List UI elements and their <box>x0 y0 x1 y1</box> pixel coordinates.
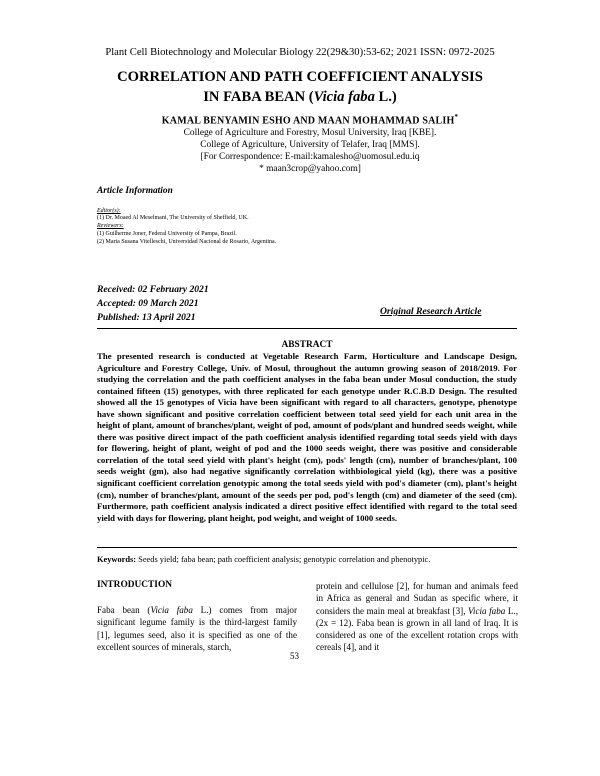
correspondence-email: [For Correspondence: E-mail:kamalesho@uomosul.edu.iq <box>200 152 420 162</box>
keywords-label: Keywords: <box>97 555 137 564</box>
intro-left-text-b: L.) comes from major significant legume family is the third-largest family [1], legumes seed, also it is specified as one of the excellent sources of minerals, starch, <box>97 605 297 652</box>
author-names-text: KAMAL BENYAMIN ESHO AND MAAN MOHAMMAD SALIH <box>161 115 455 127</box>
corresponding-mark: * <box>454 113 459 121</box>
reviewers-label: Reviewers: <box>97 223 124 229</box>
intro-right-species: Vicia faba <box>468 605 506 616</box>
title-text-end: L.) <box>374 89 397 105</box>
correspondence-email-2: * maan3crop@yahoo.com] <box>259 164 361 174</box>
author-names <box>150 113 470 126</box>
editor-1: (1) Dr. Moaed Al Meselmani, The University of Sheffield, UK. <box>97 215 249 221</box>
affiliation-2: College of Agriculture, University of Telafer, Iraq [MMS]. <box>200 140 420 150</box>
intro-right-text-a: protein and cellulose [2], for human and animals feed in Africa as general and Sudan as specific where, it considers the main meal at breakfast [3], <box>316 581 518 616</box>
abstract-body: The presented research is conducted at Vegetable Research Farm, Horticulture and Landscape Design, Agriculture and Forestry College, Univ. of Mosul, throughout the autumn growing season of 2018/2019. For studying the correlation and the path coefficient analyses in the faba bean under Mosul conduction, the study contained fifteen (15) genotypes, with three replicated for each genotype under R.C.B.D Design. The resulted showed all the 15 genotypes of Vicia have been significant with regard to all characters, genotype, phenotype have shown significant and positive correlation coefficient between total seed yield for each unit area in the height of plant, amount of branches/plant, weight of pod, amount of pods/plant and hundred seeds weight, while there was positive direct impact of the path coefficient analysis identified regarding total seeds yield with days for flowering, height of plant, weight of pod and the 1000 seeds weight, there was positive and considerable correlation of the total seed yield with plant's height (cm), pods' length (cm), number of branches/plant, 100 seeds weight (gm), also had negative significantly correlation withbiological yield (kg), there was a positive significant coefficient correlation genotypic among the total seeds yield with pod's diameter (cm), plant's height (cm), number of branches/plant, amount of the seeds per pod, pod's length (cm) and diameter of the seed (cm). Furthermore, path coefficient analysis indicated a direct positive effect identified with regard to the total seed yield with days for flowering, plant height, pod weight, and weight of 1000 seeds. <box>97 351 517 523</box>
affiliation-1: College of Agriculture and Forestry, Mosul University, Iraq [KBE]. <box>183 128 437 138</box>
accepted-date: Accepted: 09 March 2021 <box>97 298 199 309</box>
article-info-heading: Article Information <box>97 186 173 196</box>
intro-column-right <box>316 580 518 654</box>
intro-left-species: Vicia faba <box>150 605 193 615</box>
keywords-text: Seeds yield; faba bean; path coefficient analysis; genotypic correlation and phenotypic. <box>136 555 431 564</box>
header-divider <box>97 328 517 329</box>
article-type-label: Original Research Article <box>380 306 482 317</box>
received-date: Received: 02 February 2021 <box>97 284 209 295</box>
abstract-heading: ABSTRACT <box>281 340 333 350</box>
reviewer-1: (1) Guilherme Joner, Federal University of Pampa, Brazil. <box>97 231 237 237</box>
introduction-heading: INTRODUCTION <box>97 580 173 590</box>
reviewer-2: (2) Maria Susana Vitelleschi, Universidad Nacional de Rosario, Argentina. <box>97 239 277 245</box>
paper-title-line-1: CORRELATION AND PATH COEFFICIENT ANALYSIS <box>117 69 483 85</box>
title-text-start: IN FABA BEAN ( <box>203 89 314 105</box>
intro-column-left <box>97 604 297 653</box>
paper-title-line-2 <box>60 87 540 107</box>
intro-right-text-b: L., (2x = 12). Faba bean is grown in all land of Iraq. It is considered as one of the excellent rotation crops with cereals [4], and it <box>316 605 518 653</box>
keywords-line <box>97 555 527 564</box>
abstract-divider <box>97 547 517 548</box>
published-date: Published: 13 April 2021 <box>97 312 196 323</box>
title-species-name: Vicia faba <box>313 89 375 105</box>
page-number: 53 <box>290 651 299 661</box>
intro-left-text-a: Faba bean ( <box>97 605 151 615</box>
editors-label: Editor(s): <box>97 208 121 214</box>
journal-header: Plant Cell Biotechnology and Molecular Biology 22(29&30):53-62; 2021 ISSN: 0972-2025 <box>105 47 495 58</box>
